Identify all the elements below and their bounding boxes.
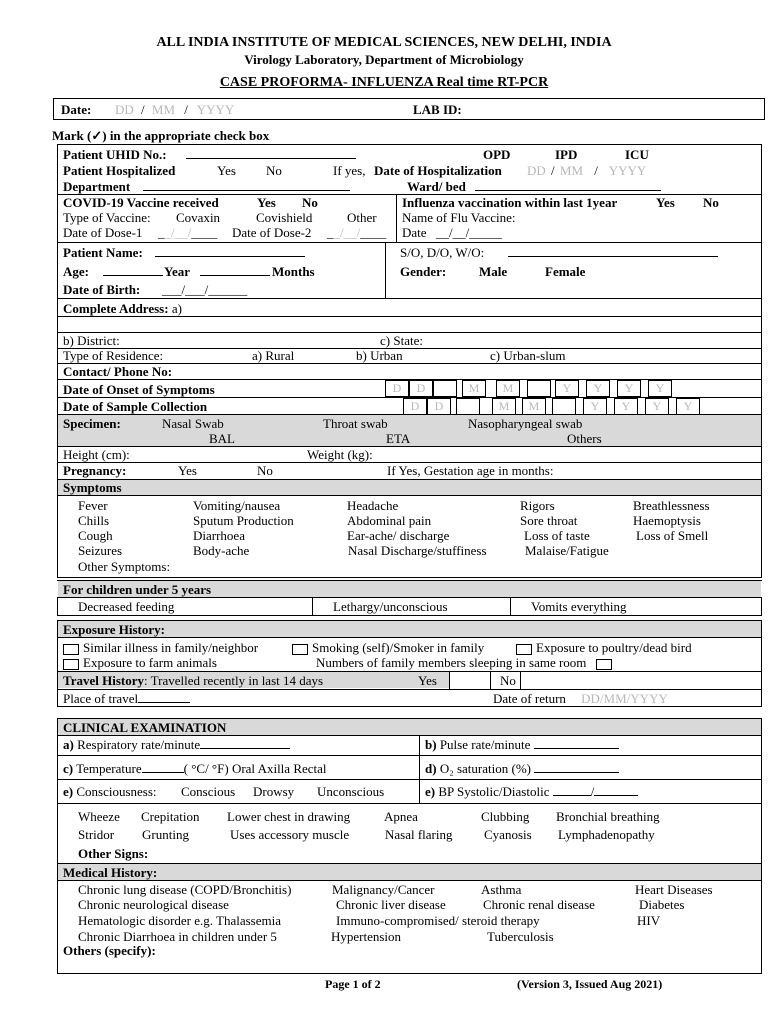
sign-wheeze[interactable]: Wheeze <box>78 809 120 824</box>
date-cell[interactable]: M <box>492 398 516 415</box>
travel-history <box>63 673 323 688</box>
flu-no[interactable]: No <box>703 195 719 210</box>
travel-no[interactable]: No <box>500 673 516 688</box>
exposure-smoking-label: Smoking (self)/Smoker in family <box>312 640 485 655</box>
other-signs-label[interactable]: Other Signs: <box>78 846 149 861</box>
sign-bronchial[interactable]: Bronchial breathing <box>556 809 660 824</box>
date-cell <box>456 398 480 415</box>
mh-hypertension[interactable]: Hypertension <box>331 929 402 944</box>
exposure-farm-label: Exposure to farm animals <box>83 655 217 670</box>
address-a: a) <box>171 301 182 316</box>
vaccine-covaxin[interactable]: Covaxin <box>176 210 221 225</box>
mh-chronic-lung[interactable]: Chronic lung disease (COPD/Bronchitis) <box>78 882 292 897</box>
date-sep: / <box>594 163 598 178</box>
onset-label: Date of Onset of Symptoms <box>63 382 215 397</box>
respiratory-rate[interactable] <box>63 737 290 752</box>
date-cell[interactable]: D <box>409 380 433 397</box>
pregnancy-no[interactable]: No <box>257 463 273 478</box>
gender-female[interactable]: Female <box>545 264 586 279</box>
date-sep: / <box>551 163 555 178</box>
children-title: For children under 5 years <box>63 582 212 597</box>
child-vomits[interactable]: Vomits everything <box>531 599 627 614</box>
mm-placeholder: MM <box>151 102 176 117</box>
clin-b: b) <box>425 737 437 752</box>
sign-clubbing[interactable]: Clubbing <box>481 809 530 824</box>
flu-title: Influenza vaccination within last 1year <box>402 195 618 210</box>
dose1-label: Date of Dose-1 <box>63 225 143 240</box>
date-cell[interactable]: M <box>522 398 546 415</box>
symptom-nasal-discharge[interactable]: Nasal Discharge/stuffiness <box>348 543 487 558</box>
symptom-cough[interactable]: Cough <box>78 528 113 543</box>
pulse-rate[interactable] <box>425 737 619 752</box>
specimen-throat[interactable]: Throat swab <box>323 416 388 431</box>
clin-e2: e) <box>425 784 436 799</box>
symptoms-title: Symptoms <box>63 480 122 495</box>
date-cell <box>527 380 551 397</box>
flu-name-label: Name of Flu Vaccine: <box>402 210 516 225</box>
sign-accessory-muscle[interactable]: Uses accessory muscle <box>230 827 350 842</box>
travel-label: Travel History <box>63 673 144 688</box>
residence-label: Type of Residence: <box>63 348 164 363</box>
date-of-return[interactable] <box>493 691 668 706</box>
place-label: Place of travel <box>63 691 139 706</box>
return-label: Date of return <box>493 691 566 706</box>
specimen-nasal[interactable]: Nasal Swab <box>162 416 224 431</box>
weight-label[interactable]: Weight (kg): <box>307 447 373 462</box>
dd-placeholder: DD <box>527 163 546 178</box>
date-cell[interactable]: Y <box>586 380 610 397</box>
year-label: Year <box>164 264 190 279</box>
age-years-input[interactable] <box>103 264 163 279</box>
ipd-option[interactable]: IPD <box>555 147 578 162</box>
sample-label: Date of Sample Collection <box>63 399 208 414</box>
exposure-members[interactable] <box>316 655 616 670</box>
date-cell[interactable]: M <box>496 380 520 397</box>
bp-label: BP Systolic/Diastolic <box>438 784 550 799</box>
covid-yes[interactable]: Yes <box>257 195 276 210</box>
dose2-label: Date of Dose-2 <box>232 225 312 240</box>
mh-immuno[interactable]: Immuno-compromised/ steroid therapy <box>336 913 540 928</box>
date-cell[interactable]: Y <box>676 398 700 415</box>
doh-field[interactable] <box>527 163 646 178</box>
date-field[interactable] <box>115 102 234 117</box>
date-cell[interactable]: Y <box>648 380 672 397</box>
exposure-members-label: Numbers of family members sleeping in same room <box>316 655 587 670</box>
date-sep: / <box>141 102 145 117</box>
symptom-haemoptysis[interactable]: Haemoptysis <box>633 513 701 528</box>
symptom-body-ache[interactable]: Body-ache <box>193 543 250 558</box>
sign-apnea[interactable]: Apnea <box>384 809 418 824</box>
date-cell[interactable]: Y <box>614 398 638 415</box>
clin-e: e) <box>63 784 74 799</box>
sign-crepitation[interactable]: Crepitation <box>141 809 200 824</box>
mh-renal[interactable]: Chronic renal disease <box>483 897 595 912</box>
date-cell[interactable]: Y <box>617 380 641 397</box>
relation-label: S/O, D/O, W/O: <box>400 245 485 260</box>
date-cell[interactable]: D <box>403 398 427 415</box>
mh-malignancy[interactable]: Malignancy/Cancer <box>332 882 435 897</box>
date-cell[interactable]: Y <box>583 398 607 415</box>
uhid-input[interactable] <box>186 147 356 162</box>
yyyy-placeholder: YYYY <box>196 102 235 117</box>
symptom-breathlessness[interactable]: Breathlessness <box>633 498 710 513</box>
consciousness-label: Consciousness: <box>76 784 157 799</box>
symptom-sore-throat[interactable]: Sore throat <box>520 513 578 528</box>
symptom-headache[interactable]: Headache <box>347 498 399 513</box>
symptom-loss-smell[interactable]: Loss of Smell <box>636 528 709 543</box>
mh-liver[interactable]: Chronic liver disease <box>336 897 446 912</box>
height-label[interactable]: Height (cm): <box>63 447 130 462</box>
flu-date-input[interactable]: __/__/_____ <box>436 225 502 240</box>
yyyy-placeholder: YYYY <box>608 163 647 178</box>
flu-yes[interactable]: Yes <box>656 195 675 210</box>
covid-title: COVID-19 Vaccine received <box>63 195 219 210</box>
months-label: Months <box>272 264 315 279</box>
institute-title: ALL INDIA INSTITUTE OF MEDICAL SCIENCES, NEW DELHI, INDIA <box>156 35 612 50</box>
exposure-farm[interactable] <box>63 655 217 670</box>
date-cell[interactable]: M <box>462 380 486 397</box>
date-sep: / <box>184 102 188 117</box>
gender-label: Gender: <box>400 264 447 279</box>
instruction: Mark (✓) in the appropriate check box <box>52 128 270 143</box>
checkbox-icon[interactable] <box>63 659 79 670</box>
residence-urban[interactable]: b) Urban <box>356 348 403 363</box>
vaccine-other[interactable]: Other <box>347 210 377 225</box>
exposure-poultry[interactable] <box>516 640 692 655</box>
sign-chest-indrawing[interactable]: Lower chest in drawing <box>227 809 351 824</box>
consciousness-unconscious[interactable]: Unconscious <box>317 784 385 799</box>
specimen-label: Specimen: <box>63 416 121 431</box>
symptom-vomiting[interactable]: Vomiting/nausea <box>193 498 281 513</box>
patient-name-input[interactable] <box>155 245 305 260</box>
sign-grunting[interactable]: Grunting <box>142 827 189 842</box>
hospitalized-label: Patient Hospitalized <box>63 163 176 178</box>
consciousness <box>63 784 157 799</box>
lab-id-label: LAB ID: <box>413 102 462 117</box>
sign-lymphadenopathy[interactable]: Lymphadenopathy <box>558 827 655 842</box>
consciousness-drowsy[interactable]: Drowsy <box>253 784 295 799</box>
dob-input[interactable]: ___/___/______ <box>162 282 248 297</box>
symptom-rigors[interactable]: Rigors <box>520 498 555 513</box>
mh-tuberculosis[interactable]: Tuberculosis <box>487 929 554 944</box>
sign-nasal-flaring[interactable]: Nasal flaring <box>385 827 453 842</box>
symptom-chills[interactable]: Chills <box>78 513 110 528</box>
gestation-label[interactable]: If Yes, Gestation age in months: <box>387 463 554 478</box>
dob-label: Date of Birth: <box>63 282 141 297</box>
version-label: (Version 3, Issued Aug 2021) <box>517 977 663 991</box>
symptom-abdominal[interactable]: Abdominal pain <box>347 513 432 528</box>
pregnancy-label: Pregnancy: <box>63 463 127 478</box>
mm-placeholder: MM <box>559 163 584 178</box>
symptom-malaise[interactable]: Malaise/Fatigue <box>525 543 609 558</box>
ward-label: Ward/ bed <box>407 179 466 194</box>
symptom-seizures[interactable]: Seizures <box>78 543 123 558</box>
mh-diarrhoea-children[interactable]: Chronic Diarrhoea in children under 5 <box>78 929 277 944</box>
exposure-similar-label: Similar illness in family/neighbor <box>83 640 259 655</box>
mh-heart[interactable]: Heart Diseases <box>635 882 713 897</box>
relation-input[interactable] <box>508 245 718 260</box>
uhid-label: Patient UHID No.: <box>63 147 167 162</box>
hospitalized-yes[interactable]: Yes <box>217 163 236 178</box>
department-label: Department <box>63 179 131 194</box>
checkbox-icon[interactable] <box>292 644 308 655</box>
o2-saturation[interactable] <box>425 761 619 776</box>
icu-option[interactable]: ICU <box>625 147 649 162</box>
doh-label: Date of Hospitalization <box>374 163 502 178</box>
covid-no[interactable]: No <box>302 195 318 210</box>
address-line[interactable] <box>63 301 182 316</box>
residence-rural[interactable]: a) Rural <box>252 348 295 363</box>
clin-d: d) <box>425 761 437 776</box>
lab-subtitle: Virology Laboratory, Department of Microbiology <box>244 52 524 67</box>
mh-asthma[interactable]: Asthma <box>481 882 522 897</box>
flu-date-label: Date <box>402 225 427 240</box>
page-number-text: Page 1 of 2 <box>325 977 381 991</box>
form-title: CASE PROFORMA- INFLUENZA Real time RT-PCR <box>219 75 549 90</box>
date-cell[interactable]: D <box>385 380 409 397</box>
specimen-naso[interactable]: Nasopharyngeal swab <box>468 416 583 431</box>
if-yes-label: If yes, <box>333 163 366 178</box>
child-decreased-feeding[interactable]: Decreased feeding <box>78 599 175 614</box>
vaccine-covishield[interactable]: Covishield <box>256 210 313 225</box>
exposure-title: Exposure History: <box>63 622 165 637</box>
page-number <box>325 977 381 992</box>
state-label[interactable]: c) State: <box>380 333 423 348</box>
specimen-others[interactable]: Others <box>567 431 602 446</box>
date-cell <box>552 398 576 415</box>
mh-hematologic[interactable]: Hematologic disorder e.g. Thalassemia <box>78 913 282 928</box>
mh-hiv[interactable]: HIV <box>637 913 661 928</box>
other-symptoms-label[interactable]: Other Symptoms: <box>78 559 171 574</box>
symptom-diarrhoea[interactable]: Diarrhoea <box>193 528 245 543</box>
consciousness-conscious[interactable]: Conscious <box>181 784 236 799</box>
symptom-loss-taste[interactable]: Loss of taste <box>524 528 590 543</box>
symptom-ear-ache[interactable]: Ear-ache/ discharge <box>347 528 450 543</box>
age-label: Age: <box>63 264 89 279</box>
sign-cyanosis[interactable]: Cyanosis <box>484 827 532 842</box>
symptom-sputum[interactable]: Sputum Production <box>193 513 294 528</box>
dose2-input[interactable]: __/__/____ <box>327 225 387 240</box>
pulse-label: Pulse rate/minute <box>439 737 531 752</box>
age-months-input[interactable] <box>200 264 270 279</box>
respiratory-label: Respiratory rate/minute <box>77 737 201 752</box>
ward-input[interactable] <box>475 179 661 194</box>
dose1-input[interactable]: __/__/____ <box>158 225 218 240</box>
temperature[interactable] <box>63 761 327 776</box>
dd-placeholder: DD <box>115 102 134 117</box>
bp[interactable]: e) BP Systolic/Diastolic / <box>425 784 638 799</box>
address-label: Complete Address: <box>63 301 169 316</box>
temperature-label: Temperature <box>76 761 142 776</box>
opd-option[interactable]: OPD <box>483 147 511 162</box>
exposure-poultry-label: Exposure to poultry/dead bird <box>536 640 692 655</box>
date-cell <box>433 380 457 397</box>
sign-stridor[interactable]: Stridor <box>78 827 115 842</box>
checkbox-icon[interactable] <box>596 659 612 670</box>
return-placeholder: DD/MM/YYYY <box>581 691 668 706</box>
exposure-smoking[interactable] <box>292 640 484 655</box>
patient-name-label: Patient Name: <box>63 245 143 260</box>
travel-text: : Travelled recently in last 14 days <box>144 673 324 688</box>
mh-neurological[interactable]: Chronic neurological disease <box>78 897 229 912</box>
pregnancy-yes[interactable]: Yes <box>178 463 197 478</box>
clin-a: a) <box>63 737 74 752</box>
district-label[interactable]: b) District: <box>63 333 120 348</box>
vaccine-type-label: Type of Vaccine: <box>63 210 151 225</box>
o2-label: O₂ saturation (%) <box>439 761 531 776</box>
symptom-fever[interactable]: Fever <box>78 498 108 513</box>
department-input[interactable] <box>143 179 350 194</box>
temperature-units: ( °C/ °F) Oral Axilla Rectal <box>183 761 327 776</box>
residence-slum[interactable]: c) Urban-slum <box>490 348 566 363</box>
phone-label: Contact/ Phone No: <box>63 364 173 379</box>
others-specify[interactable]: Others (specify): <box>63 943 156 958</box>
hospitalized-no[interactable]: No <box>266 163 282 178</box>
date-cell[interactable]: Y <box>555 380 579 397</box>
date-label: Date: <box>61 102 92 117</box>
date-cell[interactable]: D <box>427 398 451 415</box>
clin-c: c) <box>63 761 74 776</box>
child-lethargy[interactable]: Lethargy/unconscious <box>333 599 448 614</box>
exposure-similar[interactable] <box>63 640 258 655</box>
mh-diabetes[interactable]: Diabetes <box>639 897 685 912</box>
checkbox-icon[interactable] <box>516 644 532 655</box>
date-cell[interactable]: Y <box>645 398 669 415</box>
place-of-travel[interactable] <box>63 691 190 706</box>
specimen-bal[interactable]: BAL <box>209 431 235 446</box>
travel-yes[interactable]: Yes <box>418 673 437 688</box>
gender-male[interactable]: Male <box>479 264 508 279</box>
clinical-title: CLINICAL EXAMINATION <box>63 720 227 735</box>
checkbox-icon[interactable] <box>63 644 79 655</box>
specimen-eta[interactable]: ETA <box>386 431 411 446</box>
medical-history-title: Medical History: <box>63 865 158 880</box>
